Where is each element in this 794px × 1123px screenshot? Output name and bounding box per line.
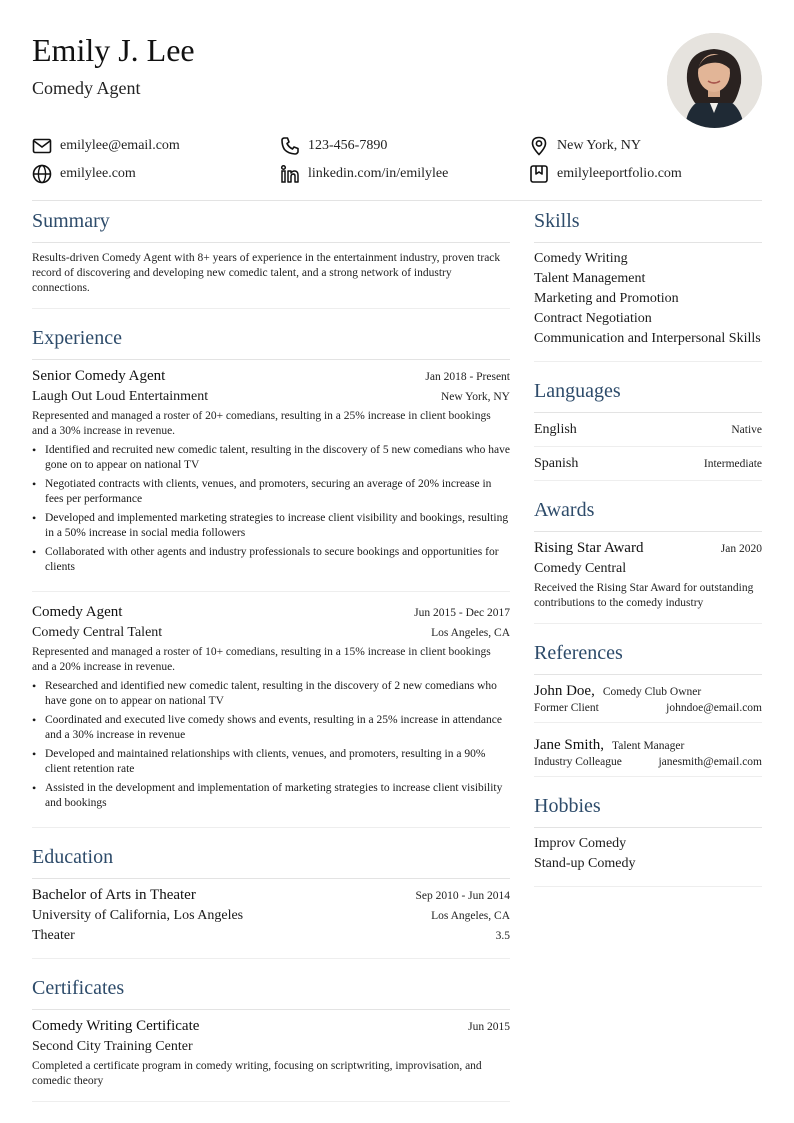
- language-level: Intermediate: [703, 458, 762, 470]
- job-description: Represented and managed a roster of 10+ comedians, resulting in a 15% increase in client bookings and a 20% increase in revenue.: [32, 646, 491, 673]
- job-description: Represented and managed a roster of 20+ comedians, resulting in a 25% increase in client bookings and a 30% increase in revenue.: [32, 410, 491, 437]
- skill-item: Talent Management: [534, 271, 646, 286]
- language-name: Spanish: [534, 456, 579, 471]
- language-level: Native: [731, 424, 762, 436]
- education-heading: Education: [32, 844, 510, 879]
- reference-title: Talent Manager: [612, 740, 685, 752]
- education-location: Los Angeles, CA: [431, 910, 510, 922]
- job-role: Senior Comedy Agent: [32, 368, 166, 384]
- skill-item: Comedy Writing: [534, 251, 628, 266]
- reference-email[interactable]: janesmith@email.com: [658, 756, 762, 768]
- avatar: [667, 33, 762, 128]
- job-bullet: • Identified and recruited new comedic talent, resulting in the discovery of 5 new comedians who have gone on to appear on national TV: [32, 443, 510, 473]
- certificate-issuer: Second City Training Center: [32, 1039, 193, 1054]
- summary-heading: Summary: [32, 208, 510, 243]
- resume-header: [32, 0, 762, 130]
- certificate-description: Completed a certificate program in comedy writing, focusing on scriptwriting, improvisation, and comedic theory: [32, 1060, 482, 1087]
- job-entry: [32, 602, 510, 828]
- language-item: [534, 447, 762, 481]
- job-dates: Jan 2018 - Present: [425, 371, 510, 383]
- contact-website[interactable]: [32, 162, 136, 186]
- reference-email[interactable]: johndoe@email.com: [666, 702, 762, 714]
- certificates-heading: Certificates: [32, 975, 510, 1010]
- email-text: emilylee@email.com: [60, 138, 180, 153]
- education-school: University of California, Los Angeles: [32, 908, 244, 923]
- contact-location: [529, 134, 641, 158]
- portfolio-bookmark-icon: [529, 164, 549, 184]
- skills-section: [534, 208, 762, 362]
- phone-text: 123-456-7890: [308, 138, 388, 153]
- experience-section: [32, 325, 510, 828]
- candidate-name: Emily J. Lee: [32, 32, 195, 68]
- job-bullet: • Assisted in the development and implementation of marketing strategies to increase client visibility and bookings: [32, 781, 510, 811]
- languages-heading: Languages: [534, 378, 762, 413]
- reference-item: [534, 723, 762, 777]
- hobby-item: Stand-up Comedy: [534, 856, 636, 871]
- language-item: [534, 413, 762, 447]
- mail-icon: [32, 136, 52, 156]
- award-description: Received the Rising Star Award for outstanding contributions to the comedy industry: [534, 582, 754, 609]
- experience-heading: Experience: [32, 325, 510, 360]
- job-bullet: • Researched and identified new comedic talent, resulting in the discovery of 2 new comedians who have gone on to appear on national TV: [32, 679, 510, 709]
- job-bullets: [32, 679, 510, 811]
- education-section: [32, 844, 510, 959]
- references-heading: References: [534, 640, 762, 675]
- portfolio-text: emilyleeportfolio.com: [557, 166, 682, 181]
- job-bullet: • Developed and maintained relationships with clients, venues, and promoters, resulting in a 90% client retention rate: [32, 747, 510, 777]
- education-gpa: 3.5: [495, 930, 510, 942]
- reference-name: Jane Smith,: [534, 737, 604, 753]
- awards-section: [534, 497, 762, 624]
- skills-heading: Skills: [534, 208, 762, 243]
- linkedin-text: linkedin.com/in/emilylee: [308, 166, 449, 181]
- left-column: [32, 208, 510, 1118]
- hobby-item: Improv Comedy: [534, 836, 627, 851]
- job-location: New York, NY: [440, 391, 510, 403]
- education-field: Theater: [32, 928, 75, 943]
- reference-title: Comedy Club Owner: [602, 686, 702, 698]
- job-bullets: [32, 443, 510, 575]
- right-column: [534, 208, 762, 903]
- job-bullet: • Collaborated with other agents and industry professionals to secure bookings and opportunities for clients: [32, 545, 510, 575]
- website-text: emilylee.com: [60, 166, 136, 181]
- avatar-photo: [667, 33, 762, 128]
- contact-linkedin[interactable]: [280, 162, 448, 186]
- job-company: Comedy Central Talent: [32, 625, 163, 640]
- candidate-title: Comedy Agent: [32, 78, 141, 98]
- header-divider: [32, 200, 762, 201]
- certificates-section: [32, 975, 510, 1102]
- job-bullet: • Coordinated and executed live comedy shows and events, resulting in a 25% increase in attendance and a 30% increase in revenue: [32, 713, 510, 743]
- contact-email[interactable]: [32, 134, 180, 158]
- references-section: [534, 640, 762, 777]
- award-issuer: Comedy Central: [534, 561, 627, 576]
- certificate-date: Jun 2015: [468, 1021, 510, 1033]
- job-role: Comedy Agent: [32, 604, 123, 620]
- reference-item: [534, 675, 762, 723]
- hobbies-section: [534, 793, 762, 887]
- job-entry: [32, 366, 510, 592]
- award-date: Jan 2020: [720, 543, 762, 555]
- summary-text: Results-driven Comedy Agent with 8+ years of experience in the entertainment industry, proven track record of discovering and developing new comedic talent, and a strong network of industry connections.: [32, 252, 501, 294]
- hobbies-heading: Hobbies: [534, 793, 762, 828]
- job-bullet: • Developed and implemented marketing strategies to increase client visibility and bookings, resulting in a 50% increase in social media followers: [32, 511, 510, 541]
- job-dates: Jun 2015 - Dec 2017: [414, 607, 510, 619]
- reference-relation: Former Client: [534, 702, 599, 714]
- contact-info: [32, 134, 762, 190]
- contact-phone[interactable]: [280, 134, 387, 158]
- resume-page: [32, 0, 762, 1087]
- skill-item: Communication and Interpersonal Skills: [534, 331, 761, 346]
- linkedin-icon: [280, 164, 300, 184]
- phone-icon: [280, 136, 300, 156]
- location-text: New York, NY: [557, 138, 642, 153]
- summary-section: [32, 208, 510, 309]
- language-name: English: [534, 422, 577, 437]
- education-degree: Bachelor of Arts in Theater: [32, 887, 196, 903]
- reference-name: John Doe,: [534, 683, 595, 699]
- job-bullet: • Negotiated contracts with clients, venues, and promoters, securing an average of 20% increase in fees per performance: [32, 477, 510, 507]
- reference-relation: Industry Colleague: [534, 756, 622, 768]
- contact-portfolio[interactable]: [529, 162, 682, 186]
- award-name: Rising Star Award: [534, 540, 644, 556]
- skill-item: Marketing and Promotion: [534, 291, 679, 306]
- education-dates: Sep 2010 - Jun 2014: [415, 890, 510, 902]
- globe-icon: [32, 164, 52, 184]
- skill-item: Contract Negotiation: [534, 311, 652, 326]
- awards-heading: Awards: [534, 497, 762, 532]
- languages-section: [534, 378, 762, 481]
- certificate-name: Comedy Writing Certificate: [32, 1018, 200, 1034]
- location-pin-icon: [529, 136, 549, 156]
- job-company: Laugh Out Loud Entertainment: [32, 389, 209, 404]
- job-location: Los Angeles, CA: [431, 627, 510, 639]
